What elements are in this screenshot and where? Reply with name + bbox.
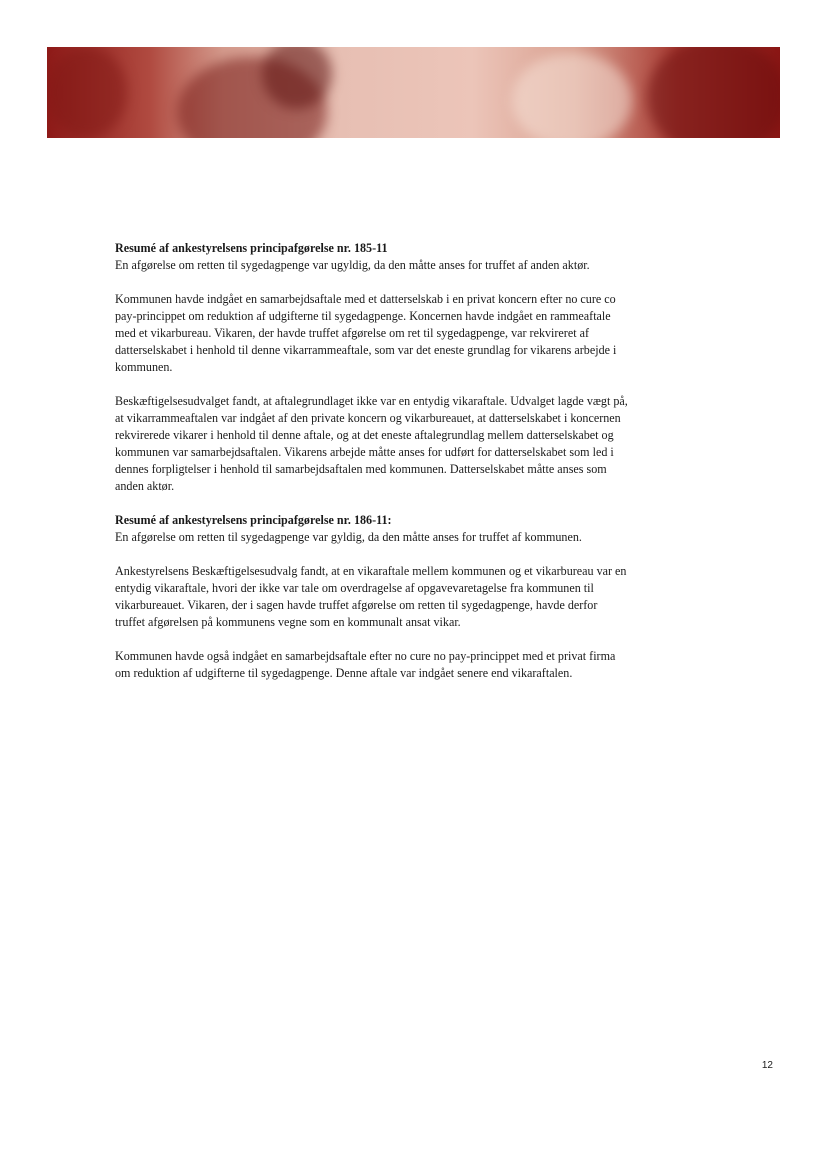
banner-shadow-left bbox=[47, 47, 127, 138]
section-2-paragraph-1: Ankestyrelsens Beskæftigelsesudvalg fandt, at en vikaraftale mellem kommunen og et vikarbureau var en entydig vikaraftale, hvori der ikke var tale om overdragelse af opgavevaretagelse fra kommunen til vikarbureauet. Vikaren, der i sagen havde truffet afgørelse om retten til sygedagpenge, havde derfor truffet afgørelsen på kommunens vegne som en kommunalt ansat vikar. bbox=[115, 564, 627, 629]
section-1-subtitle: En afgørelse om retten til sygedagpenge var ugyldig, da den måtte anses for truffet af anden aktør. bbox=[115, 258, 590, 272]
document-body bbox=[115, 240, 629, 699]
section-1-heading: Resumé af ankestyrelsens principafgørelse nr. 185-11 bbox=[115, 241, 388, 255]
section-2-heading: Resumé af ankestyrelsens principafgørelse nr. 186-11: bbox=[115, 513, 392, 527]
section-2-subtitle: En afgørelse om retten til sygedagpenge var gyldig, da den måtte anses for truffet af kommunen. bbox=[115, 530, 582, 544]
banner-window-light bbox=[512, 53, 632, 138]
section-1-paragraph-2: Beskæftigelsesudvalget fandt, at aftalegrundlaget ikke var en entydig vikaraftale. Udvalget lagde vægt på, at vikarrammeaftalen var indgået af den private koncern og vikarbureauet, at datterselskabet i koncernen rekvirerede vikarer i henhold til denne aftale, og at det eneste aftalegrundlag mellem datterselskabet og kommunen var samarbejdsaftalen. Vikarens arbejde måtte anses for udført for datterselskabet som led i dennes forpligtelser i henhold til samarbejdsaftalen med kommunen. Datterselskabet måtte anses som anden aktør. bbox=[115, 394, 628, 493]
page-number: 12 bbox=[761, 1060, 773, 1071]
header-banner-photo bbox=[47, 47, 780, 138]
section-2-paragraph-2: Kommunen havde også indgået en samarbejdsaftale efter no cure no pay-princippet med et privat firma om reduktion af udgifterne til sygedagpenge. Denne aftale var indgået senere end vikaraftalen. bbox=[115, 649, 616, 680]
banner-shadow-right bbox=[647, 47, 780, 138]
section-1-paragraph-1: Kommunen havde indgået en samarbejdsaftale med et datterselskab i en privat koncern efter no cure co pay-princippet om reduktion af udgifterne til sygedagpenge. Koncernen havde indgået en rammeaftale med et vikarbureau. Vikaren, der havde truffet afgørelse om ret til sygedagpenge, var rekvireret af datterselskabet i henhold til denne vikarrammeaftale, som var det eneste grundlag for vikarens arbejde i kommunen. bbox=[115, 292, 617, 374]
